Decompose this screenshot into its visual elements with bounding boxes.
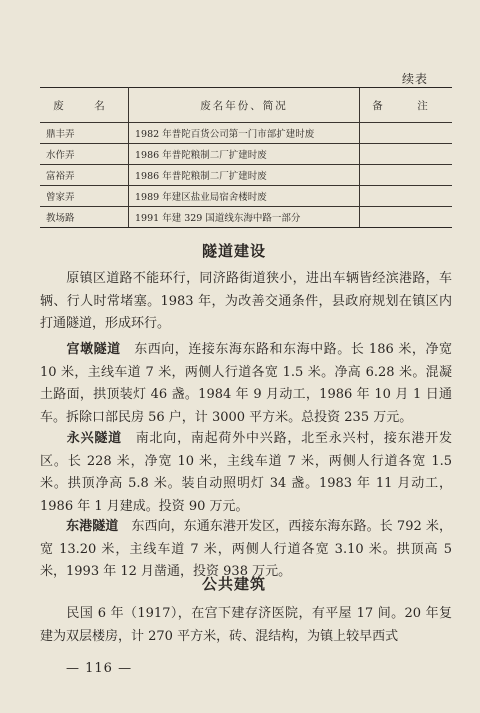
abolished-street-names-table [40,87,452,228]
cell-name: 曾家弄 [40,186,129,207]
cell-remark [360,165,453,186]
tunnel-text-donggang: 东西向，东通东港开发区，西接东海东路。长 792 米，宽 13.20 米，主线车道 7 米，两侧人行道各宽 3.10 米。拱顶高 5 米，1993 年 12 月凿通，投资 938 万元。 [40,519,452,579]
table-row [40,123,452,144]
cell-summary: 1982 年普陀百货公司第一门市部扩建时废 [129,123,360,144]
table-row [40,207,452,228]
table-row [40,186,452,207]
section-heading-public-buildings: 公共建筑 [201,575,266,593]
tunnel-intro-paragraph [40,268,452,336]
table-row [40,144,452,165]
tunnel-name-gongdun: 宫墩隧道 [66,342,121,357]
public-buildings-text: 民国 6 年（1917），在宫下建存济医院，有平屋 17 间。20 年复建为双层楼房，计 270 平方米，砖、混结构，为镇上较早西式 [40,606,452,644]
tunnel-text-gongdun: 东西向，连接东海东路和东海中路。长 186 米，净宽 10 米，主线车道 7 米，两侧人行道各宽 1.5 米。净高 6.28 米。混凝土路面，拱顶装灯 46 盏。1984 年 9 月动工，1986 年 10 月 1 日通车。拆除口部民房 56 户，计 3000 平方米。总投资 235 万元。 [40,342,452,425]
cell-remark [360,144,453,165]
cell-summary: 1991 年建 329 国道线东海中路一部分 [129,207,360,228]
tunnel-name-yongxing: 永兴隧道 [66,431,122,446]
cell-remark [360,207,453,228]
cell-remark [360,186,453,207]
section-heading-tunnels: 隧道建设 [201,242,266,260]
public-buildings-paragraph [40,603,452,648]
continued-table-label: 续表 [401,72,428,86]
table-row [40,165,452,186]
cell-name: 鼎丰弄 [40,123,129,144]
tunnel-paragraph-gongdun [40,339,452,429]
header-remarks: 备 注 [360,88,453,123]
page-number: — 116 — [66,661,133,676]
cell-summary: 1989 年建区盐业局宿舍楼时废 [129,186,360,207]
tunnel-name-donggang: 东港隧道 [66,519,119,534]
header-year-summary: 废名年份、简况 [129,88,360,123]
tunnel-intro-text: 原镇区道路不能环行，同济路街道狭小，进出车辆皆经滨港路，车辆、行人时常堵塞。1983 年，为改善交通条件，县政府规划在镇区内打通隧道，形成环行。 [40,271,452,331]
cell-name: 水作弄 [40,144,129,165]
tunnel-text-yongxing: 南北向，南起荷外中兴路，北至永兴村，接东港开发区。长 228 米，净宽 10 米，主线车道 7 米，两侧人行道各宽 1.5 米。拱顶净高 5.8 米。装自动照明灯 34 盏。1983 年 11 月动工，1986 年 1 月建成。投资 90 万元。 [40,431,452,514]
cell-summary: 1986 年普陀粮制二厂扩建时废 [129,165,360,186]
cell-name: 富裕弄 [40,165,129,186]
table-header-row [40,88,452,123]
cell-remark [360,123,453,144]
header-old-name: 废 名 [40,88,129,123]
tunnel-paragraph-yongxing [40,428,452,518]
cell-name: 教场路 [40,207,129,228]
cell-summary: 1986 年普陀粮制二厂扩建时废 [129,144,360,165]
